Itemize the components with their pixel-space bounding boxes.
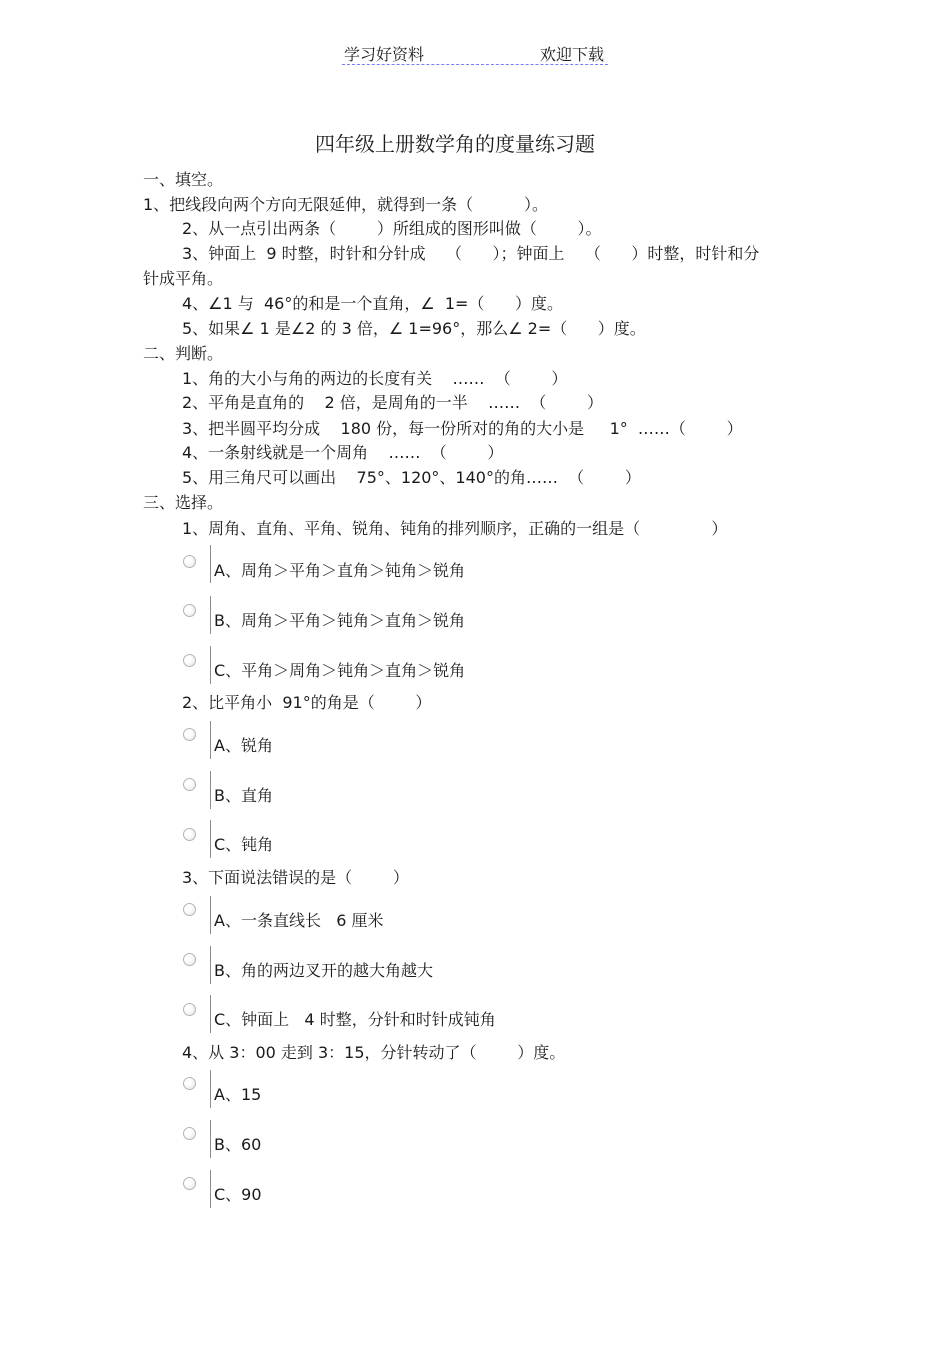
fill-question-4: 4、∠1 与 46°的和是一个直角，∠ 1=（ ）度。 [182, 294, 563, 313]
section1-heading: 一、填空。 [143, 170, 224, 189]
option-divider [210, 596, 211, 634]
option-q1-a: A、周角＞平角＞直角＞钝角＞锐角 [214, 561, 465, 580]
section3-heading: 三、选择。 [143, 493, 224, 512]
option-q3-b: B、角的两边叉开的越大角越大 [214, 961, 433, 980]
radio-q1-a[interactable] [183, 555, 196, 568]
option-q2-a: A、锐角 [214, 736, 273, 755]
option-divider [210, 995, 211, 1033]
option-q2-b: B、直角 [214, 786, 273, 805]
option-q2-c: C、钝角 [214, 835, 274, 854]
radio-q1-b[interactable] [183, 604, 196, 617]
option-divider [210, 646, 211, 684]
option-divider [210, 1170, 211, 1208]
choice-question-1: 1、周角、直角、平角、锐角、钝角的排列顺序，正确的一组是（ ） [182, 519, 728, 538]
choice-question-2: 2、比平角小 91°的角是（ ） [182, 693, 432, 712]
radio-q4-b[interactable] [183, 1127, 196, 1140]
radio-q4-a[interactable] [183, 1077, 196, 1090]
radio-q3-a[interactable] [183, 903, 196, 916]
header-left-text: 学习好资料 [344, 45, 425, 64]
page-title: 四年级上册数学角的度量练习题 [315, 132, 595, 156]
fill-question-3-cont: 针成平角。 [143, 269, 224, 288]
option-divider [210, 771, 211, 809]
option-q4-c: C、90 [214, 1185, 262, 1204]
radio-q2-c[interactable] [183, 828, 196, 841]
option-divider [210, 721, 211, 759]
choice-question-3: 3、下面说法错误的是（ ） [182, 868, 409, 887]
radio-q2-a[interactable] [183, 728, 196, 741]
radio-q2-b[interactable] [183, 778, 196, 791]
radio-q3-b[interactable] [183, 953, 196, 966]
option-q3-a: A、一条直线长 6 厘米 [214, 911, 384, 930]
judge-question-4: 4、一条射线就是一个周角 …… （ ） [182, 443, 504, 462]
option-divider [210, 545, 211, 583]
option-q3-c: C、钟面上 4 时整，分针和时针成钝角 [214, 1010, 496, 1029]
option-divider [210, 820, 211, 858]
option-q1-b: B、周角＞平角＞钝角＞直角＞锐角 [214, 611, 465, 630]
option-divider [210, 1120, 211, 1158]
judge-question-2: 2、平角是直角的 2 倍，是周角的一半 …… （ ） [182, 393, 603, 412]
radio-q3-c[interactable] [183, 1003, 196, 1016]
fill-question-5: 5、如果∠ 1 是∠2 的 3 倍，∠ 1=96°，那么∠ 2=（ ）度。 [182, 319, 646, 338]
fill-question-2: 2、从一点引出两条（ ）所组成的图形叫做（ ）。 [182, 219, 602, 238]
page-header [342, 42, 608, 65]
section2-heading: 二、判断。 [143, 344, 224, 363]
radio-q1-c[interactable] [183, 654, 196, 667]
judge-question-3: 3、把半圆平均分成 180 份，每一份所对的角的大小是 1° ……（ ） [182, 419, 743, 438]
option-q4-b: B、60 [214, 1135, 262, 1154]
option-divider [210, 946, 211, 984]
radio-q4-c[interactable] [183, 1177, 196, 1190]
choice-question-4: 4、从 3：00 走到 3：15，分针转动了（ ）度。 [182, 1043, 566, 1062]
option-divider [210, 1070, 211, 1108]
option-q4-a: A、15 [214, 1085, 262, 1104]
option-q1-c: C、平角＞周角＞钝角＞直角＞锐角 [214, 661, 466, 680]
option-divider [210, 896, 211, 934]
fill-question-3: 3、钟面上 9 时整，时针和分针成 （ ）；钟面上 （ ）时整，时针和分 [182, 244, 760, 263]
judge-question-1: 1、角的大小与角的两边的长度有关 …… （ ） [182, 369, 568, 388]
header-right-text: 欢迎下载 [539, 45, 604, 64]
fill-question-1: 1、把线段向两个方向无限延伸，就得到一条（ ）。 [143, 195, 549, 214]
judge-question-5: 5、用三角尺可以画出 75°、120°、140°的角…… （ ） [182, 468, 641, 487]
